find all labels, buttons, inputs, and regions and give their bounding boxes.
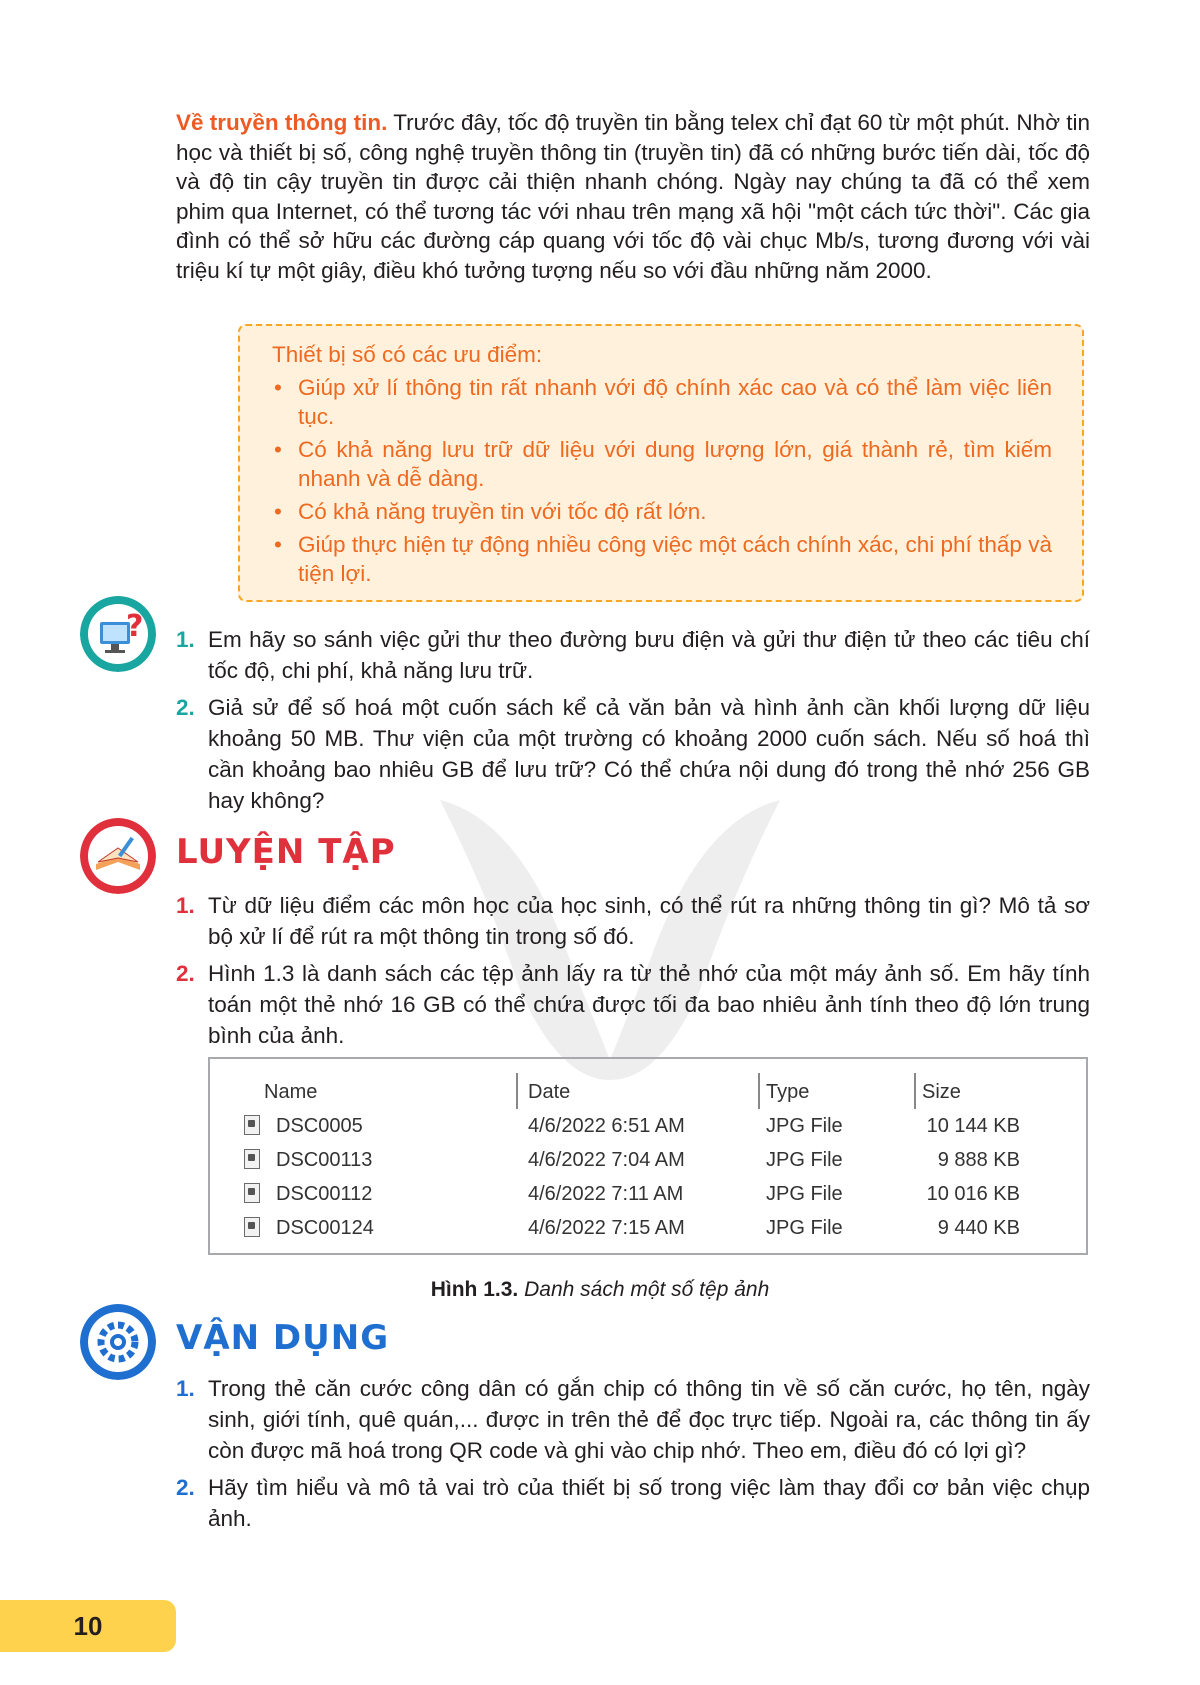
question-number: 2. — [176, 695, 195, 720]
image-file-icon — [244, 1149, 260, 1169]
list-item: 1. Từ dữ liệu điểm các môn học của học sinh, có thể rút ra những thông tin gì? Mô tả sơ bộ xử lí để rút ra một thông tin trong số đó. — [176, 890, 1090, 952]
apply-number: 1. — [176, 1376, 195, 1401]
apply-gear-icon — [80, 1304, 156, 1380]
bullet: • — [274, 499, 282, 524]
question-computer-icon — [80, 596, 156, 672]
svg-text:?: ? — [126, 609, 144, 644]
image-file-icon — [244, 1217, 260, 1237]
file-date: 4/6/2022 7:15 AM — [528, 1217, 685, 1239]
advantages-list — [272, 373, 1052, 588]
practice-book-icon — [80, 818, 156, 894]
file-type: JPG File — [766, 1183, 843, 1205]
header-size: Size — [922, 1081, 961, 1103]
figure-caption — [0, 1278, 1200, 1302]
file-name: DSC00112 — [276, 1183, 373, 1205]
file-type: JPG File — [766, 1149, 843, 1171]
list-item: • Giúp xử lí thông tin rất nhanh với độ chính xác cao và có thể làm việc liên tục. — [274, 375, 1052, 429]
file-size: 10 144 KB — [926, 1115, 1020, 1137]
header-name: Name — [264, 1081, 318, 1103]
file-size: 9 440 KB — [937, 1217, 1020, 1239]
page-number: 10 — [0, 1600, 176, 1652]
list-item: • Có khả năng truyền tin với tốc độ rất lớn. — [274, 499, 707, 524]
image-file-icon — [244, 1183, 260, 1203]
figure-label: Hình 1.3. — [430, 1278, 519, 1301]
file-size: 9 888 KB — [937, 1149, 1020, 1171]
apply-number: 2. — [176, 1475, 195, 1500]
header-type: Type — [766, 1081, 810, 1103]
file-type: JPG File — [766, 1217, 843, 1239]
list-item: • Có khả năng lưu trữ dữ liệu với dung lượng lớn, giá thành rẻ, tìm kiếm nhanh và dễ dàng. — [274, 437, 1052, 491]
list-item: 1. Em hãy so sánh việc gửi thư theo đường bưu điện và gửi thư điện tử theo các tiêu chí tốc độ, chi phí, khả năng lưu trữ. — [176, 624, 1090, 686]
image-file-icon — [244, 1115, 260, 1135]
practice-number: 1. — [176, 893, 195, 918]
question-number: 1. — [176, 627, 195, 652]
column-separator — [516, 1073, 518, 1109]
bullet: • — [274, 437, 282, 462]
file-date: 4/6/2022 6:51 AM — [528, 1115, 685, 1137]
advantages-note-box — [238, 324, 1084, 602]
apply-heading: VẬN DỤNG — [176, 1318, 390, 1358]
intro-paragraph — [176, 108, 1090, 285]
intro-text: Trước đây, tốc độ truyền tin bằng telex chỉ đạt 60 từ một phút. Nhờ tin học và thiết bị số, công nghệ truyền thông tin (truyền tin) đã có những bước tiến dài, tốc độ và độ tin cậy truyền tin được cải thiện nhanh chóng. Ngày nay chúng ta đã có thể xem phim qua Internet, có thể tương tác với nhau trên mạng xã hội "một cách tức thời". Các gia đình có thể sở hữu các đường cáp quang với tốc độ vài chục Mb/s, tương đương với vài triệu kí tự một giây, điều khó tưởng tượng nếu so với đầu những năm 2000. — [176, 110, 1090, 283]
column-separator — [914, 1073, 916, 1109]
file-size: 10 016 KB — [926, 1183, 1020, 1205]
note-title: Thiết bị số có các ưu điểm: — [272, 342, 543, 367]
column-separator — [758, 1073, 760, 1109]
file-name: DSC00113 — [276, 1149, 373, 1171]
bullet: • — [274, 375, 282, 400]
file-date: 4/6/2022 7:04 AM — [528, 1149, 685, 1171]
header-date: Date — [528, 1081, 571, 1103]
intro-lead: Về truyền thông tin. — [176, 110, 388, 135]
file-type: JPG File — [766, 1115, 843, 1137]
apply-list — [176, 1373, 1090, 1540]
bullet: • — [274, 532, 282, 557]
file-date: 4/6/2022 7:11 AM — [528, 1183, 684, 1205]
list-item: 2. Giả sử để số hoá một cuốn sách kể cả văn bản và hình ảnh cần khối lượng dữ liệu khoảng 50 MB. Thư viện của một trường có khoảng 2000 cuốn sách. Nếu số hoá thì cần khoảng bao nhiêu GB để lưu trữ? Có thể chứa nội dung đó trong thẻ nhớ 256 GB hay không? — [176, 692, 1090, 816]
practice-number: 2. — [176, 961, 195, 986]
photo-file-list — [208, 1057, 1088, 1255]
practice-list — [176, 890, 1090, 1057]
practice-heading: LUYỆN TẬP — [176, 832, 396, 872]
list-item: 2. Hình 1.3 là danh sách các tệp ảnh lấy ra từ thẻ nhớ của một máy ảnh số. Em hãy tính toán một thẻ nhớ 16 GB có thể chứa được tối đa bao nhiêu ảnh tính theo độ lớn trung bình của ảnh. — [176, 958, 1090, 1051]
file-name: DSC0005 — [276, 1115, 363, 1137]
figure-text: Danh sách một số tệp ảnh — [518, 1278, 770, 1301]
list-item: • Giúp thực hiện tự động nhiều công việc một cách chính xác, chi phí thấp và tiện lợi. — [274, 532, 1052, 586]
list-item: 1. Trong thẻ căn cước công dân có gắn chip có thông tin về số căn cước, họ tên, ngày sinh, giới tính, quê quán,... được in trên thẻ để đọc trực tiếp. Ngoài ra, các thông tin ấy còn được mã hoá trong QR code và ghi vào chip nhớ. Theo em, điều đó có lợi gì? — [176, 1373, 1090, 1466]
file-name: DSC00124 — [276, 1217, 374, 1239]
list-item: 2. Hãy tìm hiểu và mô tả vai trò của thiết bị số trong việc làm thay đổi cơ bản việc chụp ảnh. — [176, 1472, 1090, 1534]
discussion-questions — [176, 624, 1090, 822]
